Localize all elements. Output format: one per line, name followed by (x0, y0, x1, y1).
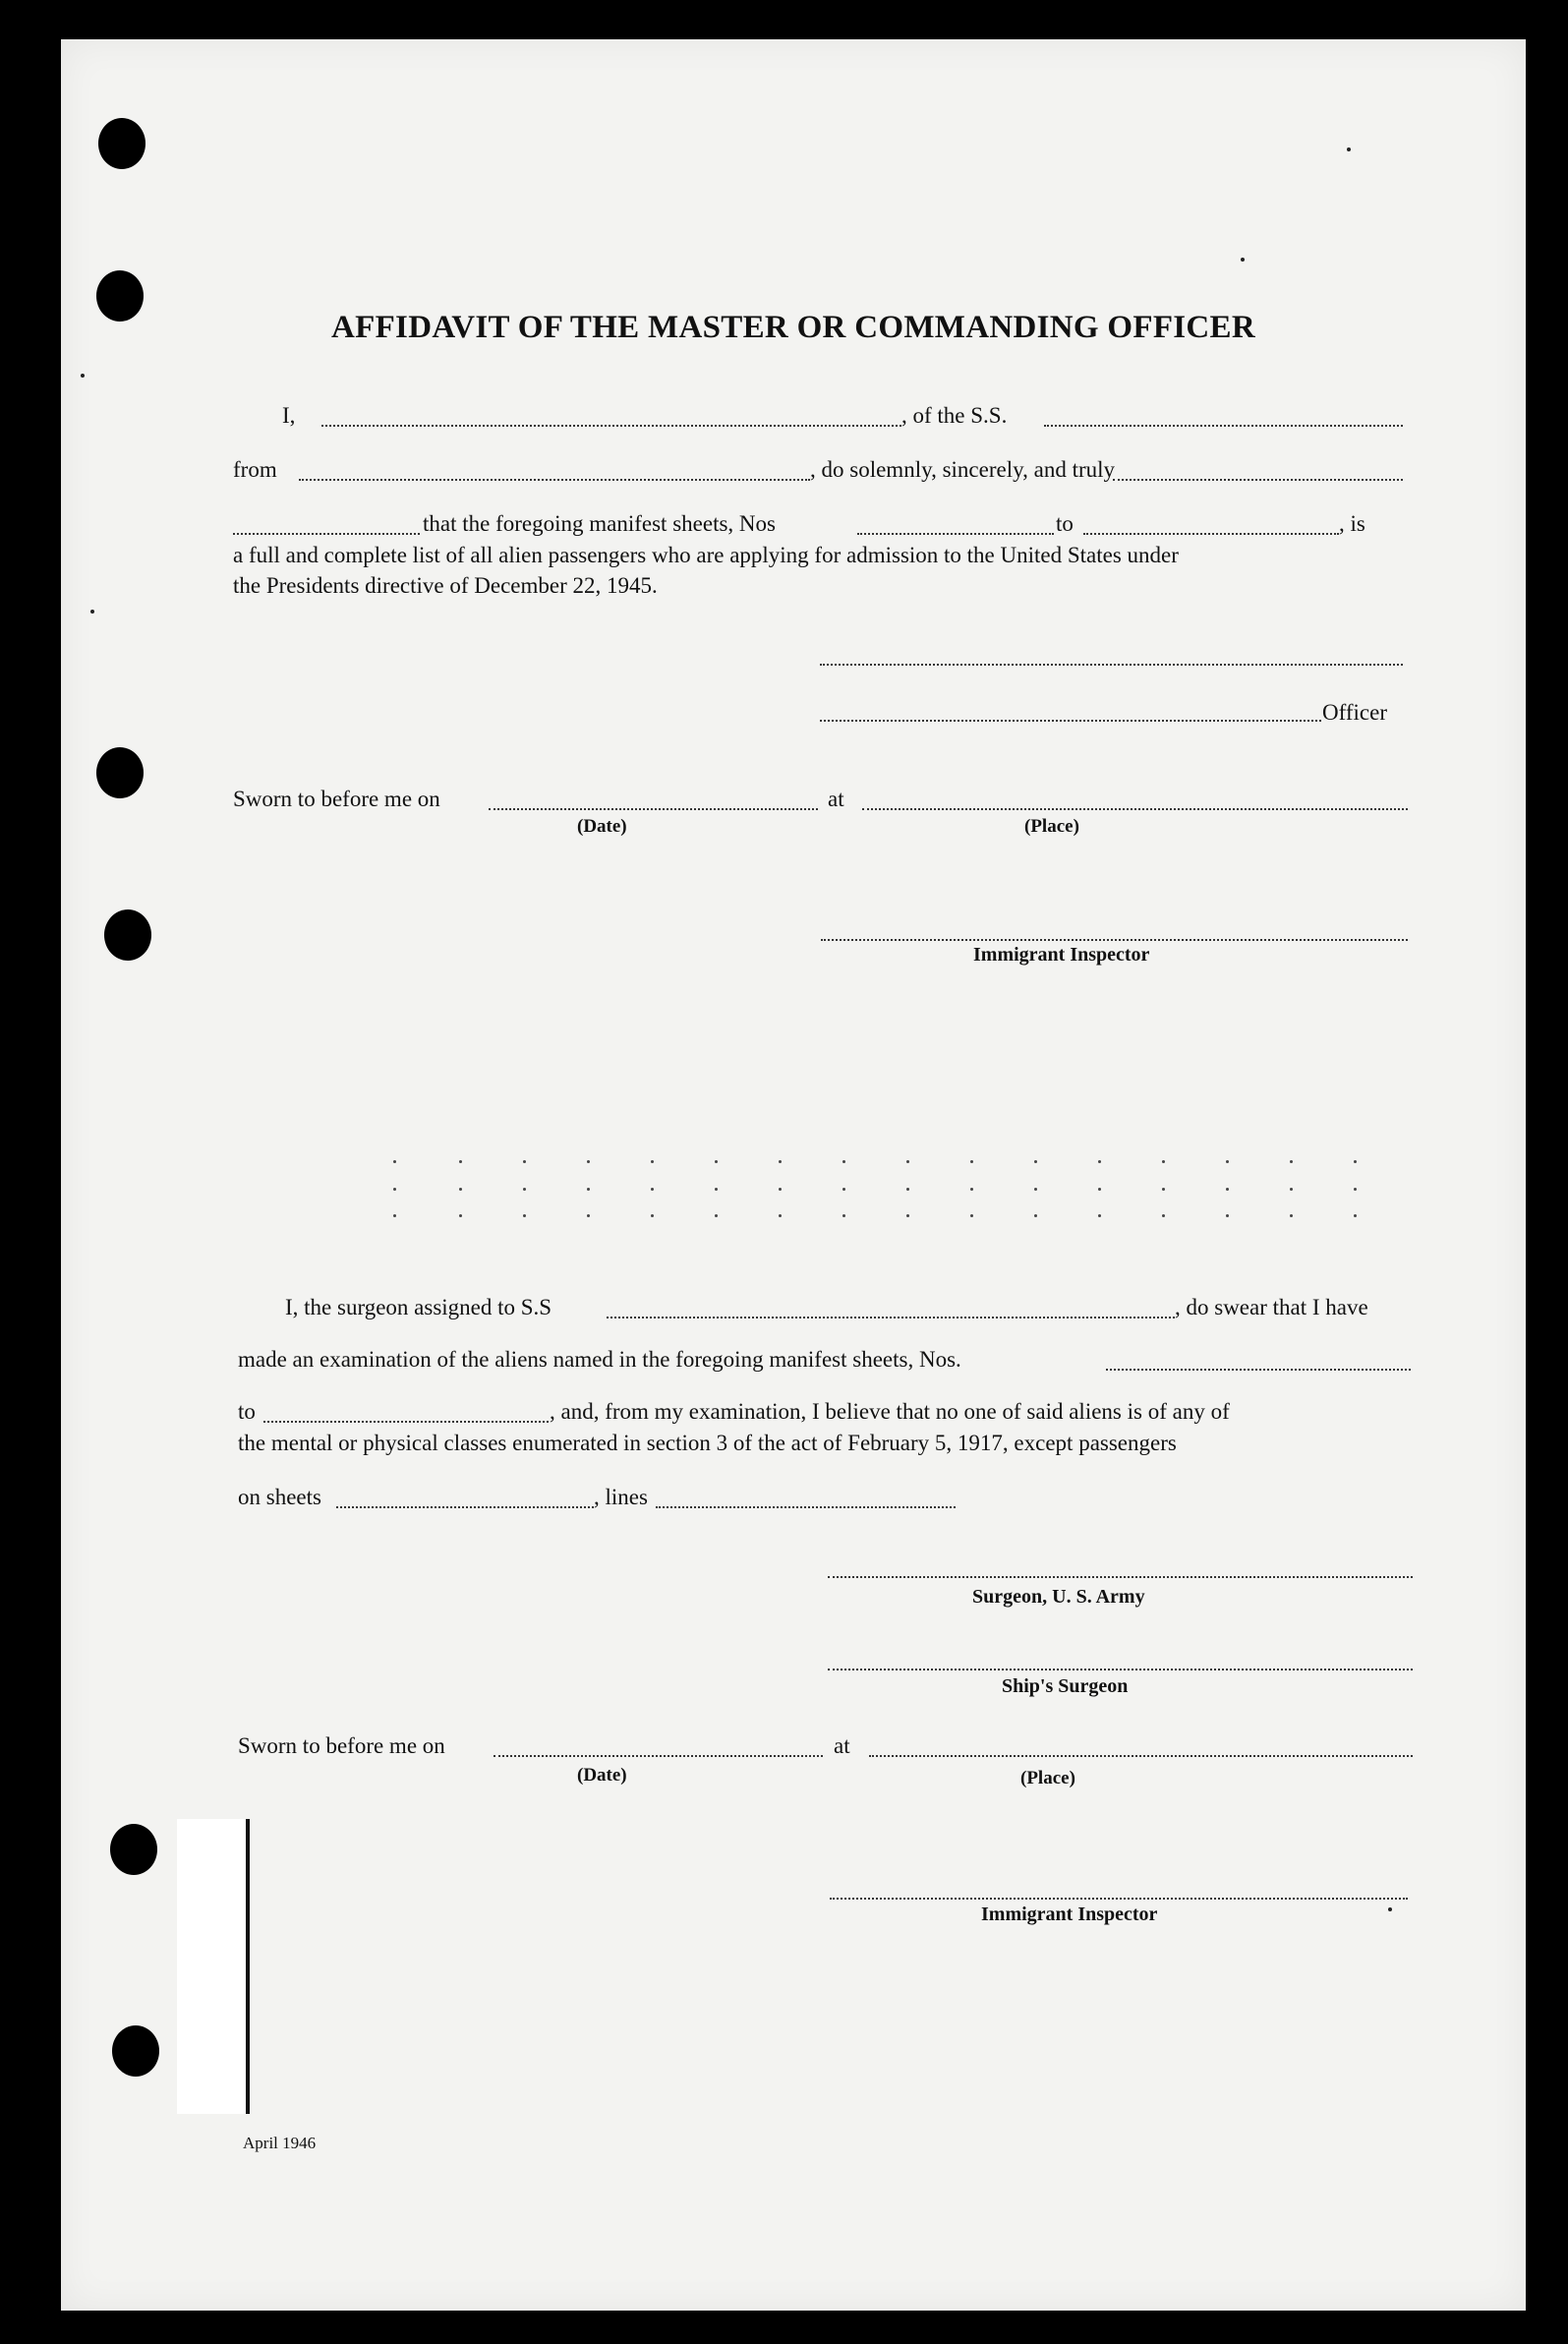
separator-dot (1162, 1214, 1165, 1217)
surgeon-line5-start: on sheets (238, 1485, 321, 1509)
speck (81, 374, 85, 378)
binder-hole (98, 118, 145, 169)
separator-dot (715, 1160, 718, 1163)
separator-dot (970, 1188, 973, 1191)
surgeon-line5-mid: , lines (594, 1485, 648, 1509)
surgeon-line2: made an examination of the aliens named in the foregoing manifest sheets, Nos. (238, 1347, 961, 1372)
separator-dot (523, 1160, 526, 1163)
line4: a full and complete list of all alien passengers who are applying for admission to the United States under (233, 543, 1179, 567)
line3-to: to (1056, 511, 1074, 536)
separator-dot (1290, 1214, 1293, 1217)
army-surgeon-label: Surgeon, U. S. Army (972, 1586, 1145, 1608)
sworn-label: Sworn to before me on (233, 787, 440, 811)
sworn-date-field[interactable] (489, 808, 818, 810)
surgeon-inspector-signature-field[interactable] (830, 1898, 1408, 1900)
separator-dot (587, 1188, 590, 1191)
binder-hole (110, 1824, 157, 1875)
form-date: April 1946 (243, 2134, 317, 2152)
surgeon-line1-end: , do swear that I have (1175, 1295, 1368, 1319)
sheet-to-field[interactable] (1083, 533, 1339, 535)
line3-mid: that the foregoing manifest sheets, Nos (423, 511, 776, 536)
separator-dot (459, 1188, 462, 1191)
surgeon-sworn-label: Sworn to before me on (238, 1733, 445, 1758)
ship-name-field[interactable] (1044, 425, 1403, 427)
surgeon-inspector-label: Immigrant Inspector (981, 1904, 1158, 1925)
separator-dot (651, 1188, 654, 1191)
surgeon-line4: the mental or physical classes enumerated in section 3 of the act of February 5, 1917, except passengers (238, 1431, 1177, 1455)
surgeon-date-label: (Date) (577, 1765, 627, 1786)
separator-dot (523, 1214, 526, 1217)
separator-dot (1034, 1214, 1037, 1217)
officer-signature-field[interactable] (820, 720, 1321, 722)
separator-dot (1162, 1188, 1165, 1191)
declaration-field[interactable] (1113, 479, 1403, 481)
separator-dot (906, 1188, 909, 1191)
line1-start: I, (282, 403, 296, 428)
oath-field[interactable] (233, 533, 420, 535)
line1-mid: , of the S.S. (901, 403, 1008, 428)
separator-dot (842, 1188, 845, 1191)
line2-mid: , do solemnly, sincerely, and truly (810, 457, 1116, 482)
separator-dot (587, 1160, 590, 1163)
speck (1241, 258, 1245, 262)
date-label: (Date) (577, 816, 627, 837)
separator-dot (523, 1188, 526, 1191)
separator-dot (1226, 1214, 1229, 1217)
separator-dot (1162, 1160, 1165, 1163)
separator-dot (393, 1214, 396, 1217)
separator-dot (1034, 1160, 1037, 1163)
speck (1388, 1907, 1392, 1911)
speck (1347, 147, 1351, 151)
document-title: AFFIDAVIT OF THE MASTER OR COMMANDING OFFICER (331, 310, 1255, 345)
separator-dot (970, 1160, 973, 1163)
separator-dot (779, 1214, 782, 1217)
inspector-signature-field[interactable] (821, 939, 1408, 941)
exception-lines-field[interactable] (656, 1506, 956, 1508)
ship-surgeon-label: Ship's Surgeon (1002, 1675, 1129, 1697)
separator-dot (1034, 1188, 1037, 1191)
surgeon-line1-start: I, the surgeon assigned to S.S (285, 1295, 552, 1319)
separator-dot (715, 1188, 718, 1191)
separator-dot (715, 1214, 718, 1217)
line2-start: from (233, 457, 277, 482)
surgeon-line3-start: to (238, 1399, 256, 1424)
separator-dot (842, 1160, 845, 1163)
separator-dot (1226, 1160, 1229, 1163)
separator-dot (1226, 1188, 1229, 1191)
separator-dot (1098, 1214, 1101, 1217)
inspector-label: Immigrant Inspector (973, 944, 1150, 966)
surgeon-sworn-place-field[interactable] (869, 1755, 1413, 1757)
separator-dot (1098, 1188, 1101, 1191)
separator-dot (459, 1214, 462, 1217)
surgeon-ship-field[interactable] (607, 1317, 1175, 1318)
officer-label: Officer (1322, 700, 1387, 725)
exception-sheets-field[interactable] (336, 1506, 594, 1508)
army-surgeon-signature-field[interactable] (828, 1576, 1413, 1578)
separator-dot (779, 1160, 782, 1163)
line3-is: , is (1339, 511, 1365, 536)
surgeon-place-label: (Place) (1020, 1768, 1075, 1788)
from-port-field[interactable] (299, 479, 810, 481)
separator-dot (651, 1160, 654, 1163)
binder-hole (96, 747, 144, 798)
separator-dot (1290, 1160, 1293, 1163)
separator-dot (1354, 1214, 1357, 1217)
sheet-from-field[interactable] (857, 533, 1054, 535)
separator-dot (459, 1160, 462, 1163)
separator-dot (1354, 1160, 1357, 1163)
separator-dot (906, 1160, 909, 1163)
separator-dot (393, 1160, 396, 1163)
separator-dot (651, 1214, 654, 1217)
separator-dot (906, 1214, 909, 1217)
separator-dot (842, 1214, 845, 1217)
sworn-place-field[interactable] (862, 808, 1408, 810)
surgeon-at-label: at (834, 1733, 850, 1758)
ship-surgeon-signature-field[interactable] (828, 1669, 1413, 1670)
line5: the Presidents directive of December 22, 1945. (233, 573, 658, 598)
master-name-field[interactable] (321, 425, 901, 427)
separator-dot (1098, 1160, 1101, 1163)
place-label: (Place) (1024, 816, 1079, 837)
separator-dot (1354, 1188, 1357, 1191)
separator-dot (1290, 1188, 1293, 1191)
at-label: at (828, 787, 844, 811)
separator-dot (779, 1188, 782, 1191)
separator-dot (587, 1214, 590, 1217)
surgeon-sheets-field[interactable] (1106, 1369, 1411, 1371)
form-page (61, 39, 1526, 2311)
separator-dot (970, 1214, 973, 1217)
speck (90, 610, 94, 614)
torn-edge (177, 1819, 250, 2114)
separator-dot (393, 1188, 396, 1191)
master-signature-field[interactable] (820, 664, 1403, 666)
binder-hole (104, 909, 151, 961)
surgeon-sheets-to-field[interactable] (263, 1421, 549, 1423)
surgeon-line3-end: , and, from my examination, I believe that no one of said aliens is of any of (550, 1399, 1230, 1424)
surgeon-sworn-date-field[interactable] (494, 1755, 823, 1757)
binder-hole (112, 2025, 159, 2077)
